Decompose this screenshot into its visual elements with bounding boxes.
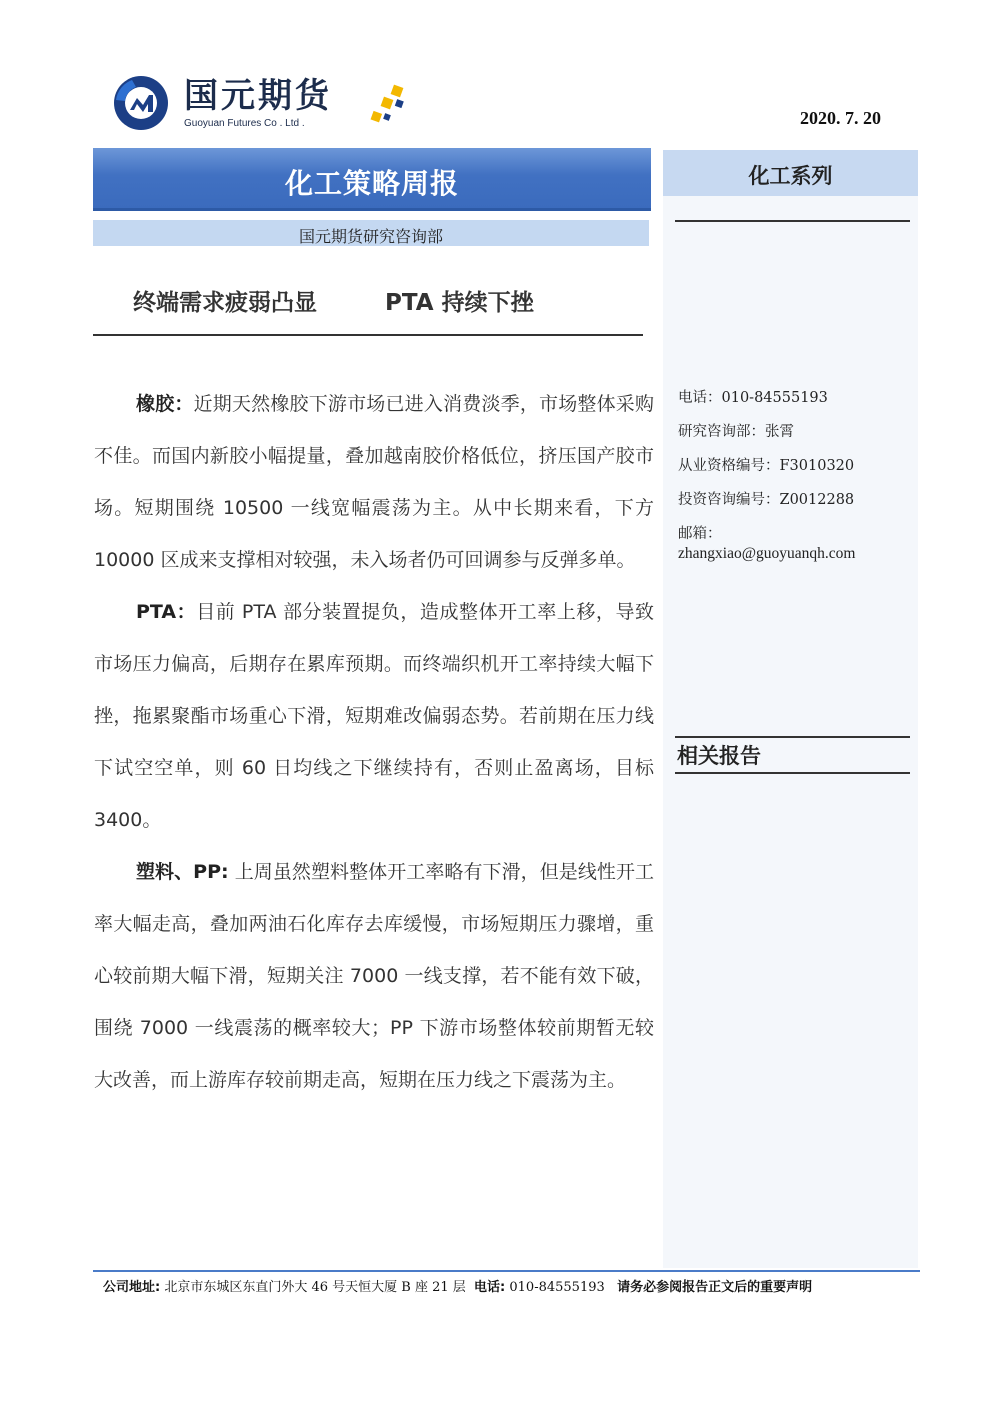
footer-address: 北京市东城区东直门外大 46 号天恒大厦 B 座 21 层 [164, 1280, 466, 1295]
section-text: 近期天然橡胶下游市场已进入消费淡季，市场整体采购不佳。而国内新胶小幅提量，叠加越南胶价格低位，挤压国产胶市场。短期围绕 10500 一线宽幅震荡为主。从中长期来看，下方 10000 区成来支撑相对较强，未入场者仍可回调参与反弹多单。 [94, 393, 654, 571]
series-label: 化工系列 [748, 164, 833, 188]
company-logo [112, 74, 412, 138]
footer-address-label: 公司地址: [103, 1280, 161, 1295]
section-text: 上周虽然塑料整体开工率略有下滑，但是线性开工率大幅走高，叠加两油石化库存去库缓慢，市场短期压力骤增，重心较前期大幅下滑，短期关注 7000 一线支撑，若不能有效下破，围绕 7000 一线震荡的概率较大；PP 下游市场整体较前期暂无较大改善，而上游库存较前期走高，短期在压力线之下震荡为主。 [94, 861, 655, 1091]
section-label: 塑料、PP: [136, 861, 229, 883]
section-label: PTA： [136, 601, 197, 623]
logo-name-en: Guoyuan Futures Co . Ltd . [184, 118, 305, 129]
footer-phone: 010-84555193 [509, 1280, 605, 1295]
report-body [94, 378, 654, 1106]
report-date: 2020. 7. 20 [800, 108, 881, 128]
contact-email[interactable]: zhangxiao@guoyuanqh.com [678, 545, 856, 562]
logo-squares-icon [370, 84, 410, 128]
report-title-part2: PTA 持续下挫 [385, 290, 534, 316]
logo-name-cn: 国元期货 [184, 76, 332, 116]
contact-advisory: 投资咨询编号：Z0012288 [678, 492, 855, 508]
section-plastics-pp [94, 846, 654, 1106]
contact-dept: 研究咨询部：张霄 [678, 424, 794, 440]
report-title [93, 284, 643, 336]
footer [103, 1276, 812, 1295]
header-banner [93, 148, 651, 211]
related-reports-heading [675, 736, 910, 774]
section-text: 目前 PTA 部分装置提负，造成整体开工率上移，导致市场压力偏高，后期存在累库预期。而终端织机开工率持续大幅下挫，拖累聚酯市场重心下滑，短期难改偏弱态势。若前期在压力线下试空空单，则 60 日均线之下继续持有，否则止盈离场，目标 3400。 [94, 601, 654, 831]
sidebar [663, 150, 918, 1268]
section-label: 橡胶： [136, 393, 194, 415]
footer-phone-label: 电话: [474, 1280, 506, 1295]
contact-cert: 从业资格编号：F3010320 [678, 458, 855, 474]
related-reports-label: 相关报告 [677, 744, 761, 768]
footer-notice: 请务必参阅报告正文后的重要声明 [617, 1280, 813, 1295]
guoyuan-logo-icon [112, 74, 170, 132]
series-box [663, 150, 918, 196]
contact-info [678, 386, 913, 566]
page-title: 化工策略周报 [284, 167, 459, 200]
department-name: 国元期货研究咨询部 [298, 227, 443, 246]
contact-phone: 电话：010-84555193 [678, 390, 828, 406]
contact-email-label: 邮箱： [678, 526, 722, 542]
report-title-part1: 终端需求疲弱凸显 [133, 290, 317, 316]
section-pta [94, 586, 654, 846]
sidebar-divider [675, 220, 910, 222]
department-bar [93, 220, 649, 246]
footer-divider [93, 1270, 920, 1272]
section-rubber [94, 378, 654, 586]
